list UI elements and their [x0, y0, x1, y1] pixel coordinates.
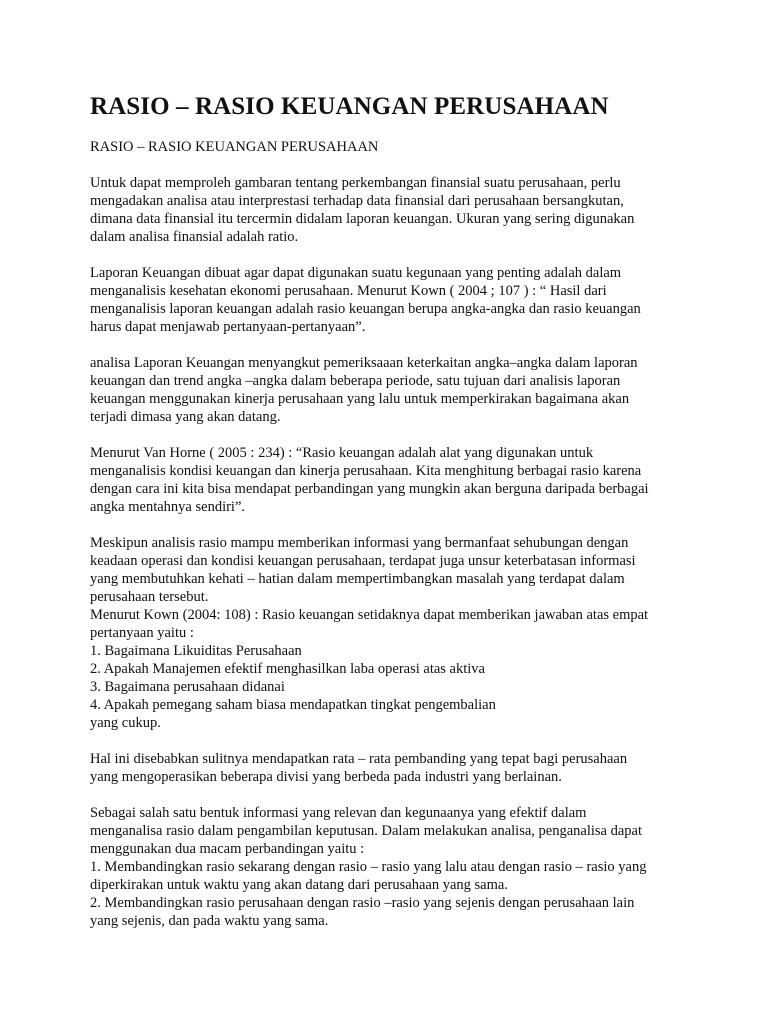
text-line: Menurut Kown (2004: 108) : Rasio keuangan setidaknya dapat memberikan jawaban atas empat: [90, 607, 649, 623]
text-line: 3. Bagaimana perusahaan didanai: [90, 679, 285, 695]
paragraph: [90, 534, 698, 732]
text-line: Hal ini disebabkan sulitnya mendapatkan rata – rata pembanding yang tepat bagi perusahaan: [90, 751, 628, 767]
text-line: Meskipun analisis rasio mampu memberikan informasi yang bermanfaat sehubungan dengan: [90, 535, 629, 551]
text-line: 2. Apakah Manajemen efektif menghasilkan laba operasi atas aktiva: [90, 661, 485, 677]
paragraph-gap: [90, 246, 698, 264]
text-line: dalam analisa finansial adalah ratio.: [90, 229, 299, 245]
document-body: [90, 174, 698, 930]
text-line: 1. Bagaimana Likuiditas Perusahaan: [90, 643, 302, 659]
document-subtitle: RASIO – RASIO KEUANGAN PERUSAHAAN: [90, 139, 379, 155]
paragraph-gap: [90, 156, 698, 174]
document-title: RASIO – RASIO KEUANGAN PERUSAHAAN: [90, 93, 609, 120]
text-line: yang membutuhkan kehati – hatian dalam mempertimbangkan masalah yang terdapat dalam: [90, 571, 625, 587]
text-line: keuangan menggunakan kinerja perusahaan yang lalu untuk memperkirakan bagaimana akan: [90, 391, 630, 407]
text-line: menganalisis kondisi keuangan dan kinerja perusahaan. Kita menghitung berbagai rasio karena: [90, 463, 642, 479]
text-line: angka mentahnya sendiri”.: [90, 499, 246, 515]
paragraph-gap: [90, 426, 698, 444]
text-line: diperkirakan untuk waktu yang akan datang dari perusahaan yang sama.: [90, 877, 508, 893]
text-line: 4. Apakah pemegang saham biasa mendapatkan tingkat pengembalian: [90, 697, 496, 713]
text-line: Menurut Van Horne ( 2005 : 234) : “Rasio keuangan adalah alat yang digunakan untuk: [90, 445, 594, 461]
text-line: 2. Membandingkan rasio perusahaan dengan rasio –rasio yang sejenis dengan perusahaan lain: [90, 895, 635, 911]
text-line: mengadakan analisa atau interprestasi terhadap data finansial dari perusahaan bersangkutan,: [90, 193, 624, 209]
text-line: yang cukup.: [90, 715, 161, 731]
text-line: terjadi dimasa yang akan datang.: [90, 409, 281, 425]
text-line: dimana data finansial itu tercermin didalam laporan keuangan. Ukuran yang sering digunakan: [90, 211, 635, 227]
paragraph: [90, 174, 698, 246]
text-line: perusahaan tersebut.: [90, 589, 209, 605]
paragraph-gap: [90, 516, 698, 534]
text-line: Sebagai salah satu bentuk informasi yang relevan dan kegunaanya yang efektif dalam: [90, 805, 587, 821]
text-line: 1. Membandingkan rasio sekarang dengan rasio – rasio yang lalu atau dengan rasio – rasio yang: [90, 859, 647, 875]
text-line: keadaan operasi dan kondisi keuangan perusahaan, terdapat juga unsur keterbatasan informasi: [90, 553, 636, 569]
text-line: yang mengoperasikan beberapa divisi yang berbeda pada industri yang berlainan.: [90, 769, 562, 785]
text-line: harus dapat menjawab pertanyaan-pertanyaan”.: [90, 319, 366, 335]
text-line: dengan cara ini kita bisa mendapat perbandingan yang mungkin akan berguna daripada berbagai: [90, 481, 649, 497]
text-line: pertanyaan yaitu :: [90, 625, 194, 641]
text-line: Laporan Keuangan dibuat agar dapat digunakan suatu kegunaan yang penting adalah dalam: [90, 265, 622, 281]
paragraph-gap: [90, 786, 698, 804]
text-line: Untuk dapat memproleh gambaran tentang perkembangan finansial suatu perusahaan, perlu: [90, 175, 621, 191]
paragraph: [90, 354, 698, 426]
text-line: menganalisis laporan keuangan adalah rasio keuangan berupa angka-angka dan rasio keuangan: [90, 301, 641, 317]
text-line: yang sejenis, dan pada waktu yang sama.: [90, 913, 329, 929]
paragraph: [90, 444, 698, 516]
paragraph-gap: [90, 336, 698, 354]
paragraph: [90, 264, 698, 336]
paragraph: [90, 750, 698, 786]
text-line: menganalisa rasio dalam pengambilan keputusan. Dalam melakukan analisa, penganalisa dapat: [90, 823, 643, 839]
paragraph-gap: [90, 732, 698, 750]
text-line: analisa Laporan Keuangan menyangkut pemeriksaaan keterkaitan angka–angka dalam laporan: [90, 355, 638, 371]
text-line: keuangan dan trend angka –angka dalam beberapa periode, satu tujuan dari analisis laporan: [90, 373, 621, 389]
text-line: menggunakan dua macam perbandingan yaitu :: [90, 841, 365, 857]
paragraph: [90, 804, 698, 930]
text-line: menganalisis kesehatan ekonomi perusahaan. Menurut Kown ( 2004 ; 107 ) : “ Hasil dari: [90, 283, 607, 299]
